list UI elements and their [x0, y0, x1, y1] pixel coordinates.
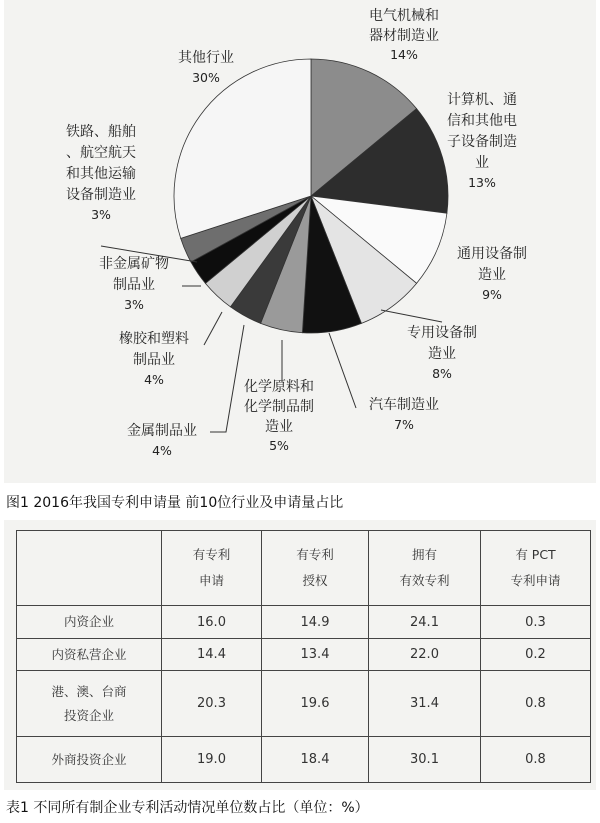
slice-percent-label: 30%	[192, 70, 220, 85]
table-cell: 31.4	[369, 671, 481, 737]
figure-caption: 图1 2016年我国专利申请量 前10位行业及申请量占比	[6, 495, 344, 511]
slice-percent-label: 9%	[482, 287, 502, 302]
data-table	[16, 530, 591, 783]
header-pct-application	[481, 531, 591, 606]
slice-percent-label: 14%	[390, 47, 418, 62]
row-label-line: 投资企业	[63, 707, 114, 723]
header-line: 专利申请	[510, 573, 561, 588]
table-row	[17, 639, 591, 671]
slice-percent-label: 4%	[152, 443, 172, 458]
slice-percent-label: 5%	[269, 438, 289, 453]
slice-label: 器材制造业	[369, 28, 439, 44]
slice-percent-label: 7%	[394, 417, 414, 432]
table-row	[17, 737, 591, 783]
slice-label: 通用设备制	[457, 246, 527, 262]
slice-label: 化学制品制	[244, 399, 314, 415]
table-cell: 13.4	[262, 639, 369, 671]
table-panel	[4, 520, 596, 790]
header-line: 有 PCT	[515, 547, 556, 562]
table-cell: 0.8	[481, 737, 591, 783]
slice-label: 专用设备制	[407, 325, 477, 341]
header-patent-granted	[262, 531, 369, 606]
slice-label: 和其他运输	[66, 166, 136, 182]
slice-label: 造业	[428, 346, 456, 362]
table-cell: 0.3	[481, 606, 591, 639]
leader-line	[204, 312, 222, 345]
slice-label: 制品业	[113, 277, 155, 293]
slice-label: 非金属矿物	[99, 256, 169, 272]
row-label: 内资私营企业	[17, 639, 162, 671]
table-cell: 16.0	[162, 606, 262, 639]
table-cell: 19.6	[262, 671, 369, 737]
header-line: 授权	[302, 573, 328, 588]
leader-line	[210, 325, 244, 432]
table-cell: 14.4	[162, 639, 262, 671]
table-cell: 22.0	[369, 639, 481, 671]
row-label: 内资企业	[17, 606, 162, 639]
header-line: 拥有	[411, 547, 437, 562]
pie-chart-panel	[4, 0, 596, 483]
slice-percent-label: 3%	[91, 207, 111, 222]
slice-percent-label: 13%	[468, 175, 496, 190]
slice-label: 汽车制造业	[369, 397, 439, 413]
slice-label: 业	[475, 155, 489, 171]
header-valid-patent	[369, 531, 481, 606]
slice-percent-label: 4%	[144, 372, 164, 387]
header-line: 有专利	[296, 547, 334, 562]
slice-label: 子设备制造	[447, 134, 517, 150]
header-line: 有效专利	[399, 573, 450, 588]
table-header	[17, 531, 591, 606]
slice-percent-label: 3%	[124, 297, 144, 312]
header-line: 申请	[198, 573, 224, 588]
row-label-line: 港、澳、台商	[51, 683, 127, 699]
slice-percent-label: 8%	[432, 366, 452, 381]
leader-line	[381, 310, 442, 322]
table-cell: 0.2	[481, 639, 591, 671]
table-caption: 表1 不同所有制企业专利活动情况单位数占比（单位：%）	[6, 800, 369, 816]
table-cell: 18.4	[262, 737, 369, 783]
slice-label: 信和其他电	[447, 113, 517, 129]
table-body	[17, 606, 591, 783]
table-cell: 20.3	[162, 671, 262, 737]
header-corner	[17, 531, 162, 606]
slice-label: 造业	[265, 419, 293, 435]
slice-label: 、航空航天	[66, 145, 136, 161]
header-patent-application	[162, 531, 262, 606]
slice-label: 设备制造业	[66, 187, 136, 203]
slice-label: 制品业	[133, 352, 175, 368]
header-line: 有专利	[192, 547, 231, 562]
pie-chart	[4, 0, 596, 483]
slice-label: 铁路、船舶	[66, 124, 136, 140]
table-cell: 24.1	[369, 606, 481, 639]
table-cell: 19.0	[162, 737, 262, 783]
slice-label: 金属制品业	[127, 423, 197, 439]
table-cell: 0.8	[481, 671, 591, 737]
table-cell: 30.1	[369, 737, 481, 783]
slice-label: 橡胶和塑料	[119, 331, 189, 347]
slice-label: 电气机械和	[369, 8, 439, 24]
slice-label: 计算机、通	[447, 92, 517, 108]
leader-line	[329, 333, 356, 408]
row-label	[17, 671, 162, 737]
row-label: 外商投资企业	[17, 737, 162, 783]
slice-label: 化学原料和	[244, 379, 314, 395]
slice-label: 其他行业	[178, 50, 234, 66]
slice-label: 造业	[478, 267, 506, 283]
table-row	[17, 606, 591, 639]
table-cell: 14.9	[262, 606, 369, 639]
table-row	[17, 671, 591, 737]
